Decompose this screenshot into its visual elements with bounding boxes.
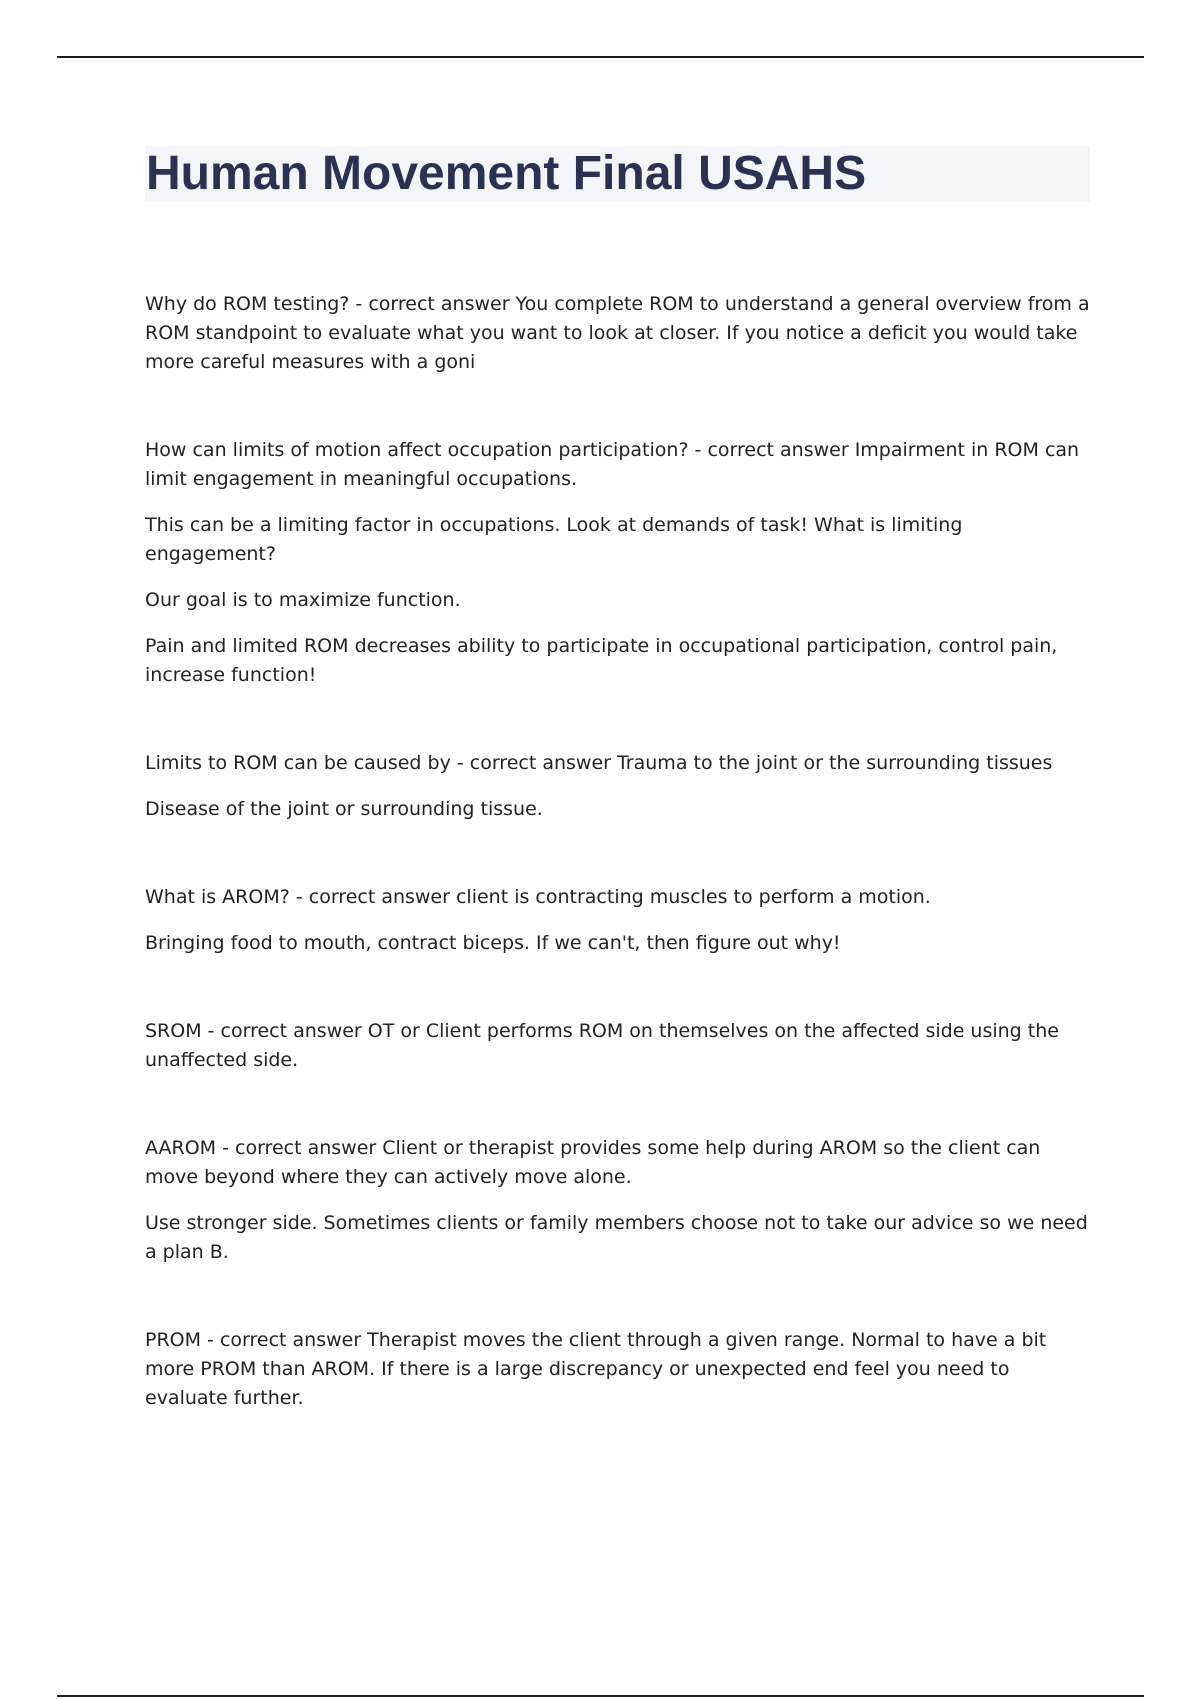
qa-entry-limits-caused-by [145, 749, 1090, 824]
entry-paragraph: Disease of the joint or surrounding tissue. [145, 798, 543, 820]
entry-paragraph: Our goal is to maximize function. [145, 589, 461, 611]
qa-entry-srom [145, 1017, 1090, 1075]
footer-rule [57, 1695, 1144, 1697]
qa-entry-why-rom-testing [145, 290, 1090, 377]
entry-paragraph: Pain and limited ROM decreases ability to participate in occupational participation, control pain, increase function! [145, 635, 1058, 686]
qa-entry-arom [145, 883, 1090, 958]
entry-paragraph: SROM - correct answer OT or Client performs ROM on themselves on the affected side using the unaffected side. [145, 1020, 1059, 1071]
qa-entry-limits-of-motion [145, 436, 1090, 690]
qa-entry-prom [145, 1326, 1090, 1413]
entry-paragraph: PROM - correct answer Therapist moves the client through a given range. Normal to have a bit more PROM than AROM. If there is a large discrepancy or unexpected end feel you need to evaluate further. [145, 1329, 1047, 1409]
qa-entry-aarom [145, 1134, 1090, 1267]
entry-paragraph: AAROM - correct answer Client or therapist provides some help during AROM so the client can move beyond where they can actively move alone. [145, 1137, 1041, 1188]
entry-paragraph: This can be a limiting factor in occupations. Look at demands of task! What is limiting engagement? [145, 514, 963, 565]
entry-paragraph: What is AROM? - correct answer client is contracting muscles to perform a motion. [145, 886, 931, 908]
page-title: Human Movement Final USAHS [146, 147, 867, 200]
qa-content [145, 290, 1090, 1472]
entry-paragraph: Why do ROM testing? - correct answer You complete ROM to understand a general overview from a ROM standpoint to evaluate what you want to look at closer. If you notice a deficit you would take more careful measures with a goni [145, 293, 1090, 373]
entry-paragraph: Use stronger side. Sometimes clients or family members choose not to take our advice so we need a plan B. [145, 1212, 1088, 1263]
entry-paragraph: Limits to ROM can be caused by - correct answer Trauma to the joint or the surrounding tissues [145, 752, 1053, 774]
entry-paragraph: How can limits of motion affect occupation participation? - correct answer Impairment in ROM can limit engagement in meaningful occupations. [145, 439, 1080, 490]
header-rule [57, 56, 1144, 58]
entry-paragraph: Bringing food to mouth, contract biceps. If we can't, then figure out why! [145, 932, 841, 954]
